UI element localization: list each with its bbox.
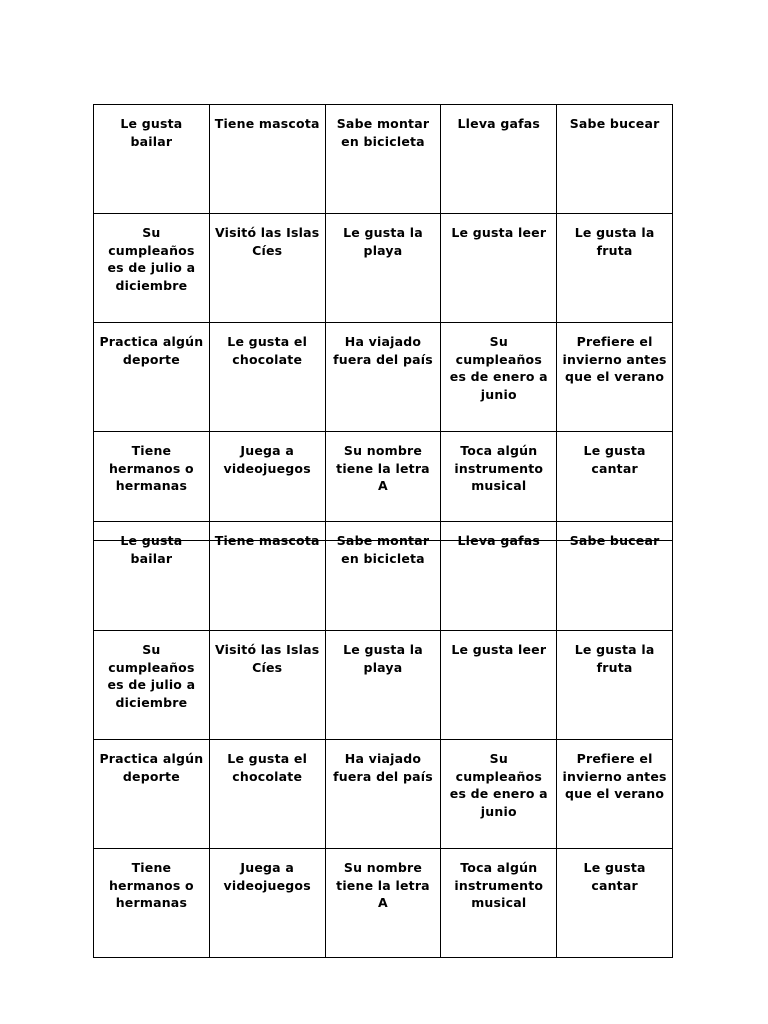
card-cell: Practica algún deporte [94,323,210,432]
card-cell: Sabe montar en bicicleta [325,522,441,631]
card-cell: Le gusta leer [441,214,557,323]
card-cell: Lleva gafas [441,105,557,214]
card-row [94,214,673,323]
card-cell: Ha viajado fuera del país [325,323,441,432]
card-row [94,849,673,958]
card-cell: Lleva gafas [441,522,557,631]
card-cell: Le gusta cantar [557,849,673,958]
card-cell: Sabe bucear [557,522,673,631]
card-cell: Tiene mascota [209,522,325,631]
card-row [94,631,673,740]
bingo-card-1 [93,104,673,541]
card-cell: Su nombre tiene la letra A [325,432,441,541]
card-row [94,740,673,849]
card-cell: Visitó las Islas Cíes [209,631,325,740]
card-cell: Toca algún instrumento musical [441,849,557,958]
card-cell: Visitó las Islas Cíes [209,214,325,323]
card-cell: Le gusta leer [441,631,557,740]
card-cell: Tiene hermanos o hermanas [94,432,210,541]
card-cell: Su cumpleaños es de enero a junio [441,740,557,849]
card-cell: Ha viajado fuera del país [325,740,441,849]
card-cell: Le gusta el chocolate [209,740,325,849]
card-cell: Su cumpleaños es de enero a junio [441,323,557,432]
card-cell: Prefiere el invierno antes que el verano [557,740,673,849]
card-cell: Tiene hermanos o hermanas [94,849,210,958]
card-cell: Le gusta la playa [325,631,441,740]
card-cell: Le gusta el chocolate [209,323,325,432]
card-cell: Le gusta bailar [94,105,210,214]
card-cell: Prefiere el invierno antes que el verano [557,323,673,432]
card-row [94,522,673,631]
card-cell: Le gusta la fruta [557,631,673,740]
card-row [94,323,673,432]
card-cell: Su cumpleaños es de julio a diciembre [94,214,210,323]
card-cell: Le gusta cantar [557,432,673,541]
card-cell: Le gusta la playa [325,214,441,323]
card-cell: Su cumpleaños es de julio a diciembre [94,631,210,740]
card-cell: Tiene mascota [209,105,325,214]
card-cell: Le gusta la fruta [557,214,673,323]
card-cell: Su nombre tiene la letra A [325,849,441,958]
bingo-card-2 [93,521,673,958]
card-cell: Sabe montar en bicicleta [325,105,441,214]
card-cell: Le gusta bailar [94,522,210,631]
card-row [94,105,673,214]
card-cell: Toca algún instrumento musical [441,432,557,541]
card-cell: Practica algún deporte [94,740,210,849]
card-cell: Sabe bucear [557,105,673,214]
card-cell: Juega a videojuegos [209,849,325,958]
card-cell: Juega a videojuegos [209,432,325,541]
